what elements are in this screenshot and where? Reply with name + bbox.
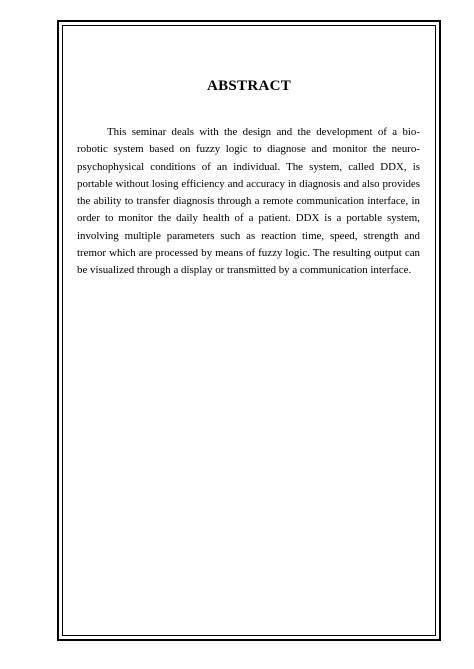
page-border-inner — [62, 25, 436, 636]
page-title: ABSTRACT — [206, 78, 292, 94]
abstract-paragraph: This seminar deals with the design and the development of a bio-robotic system based on fuzzy logic to diagnose and monitor the neuro-psychophysical conditions of an individual. The system, called DDX, is portable without losing efficiency and accuracy in diagnosis and also provides the ability to transfer diagnosis through a remote communication interface, in order to monitor the daily health of a patient. DDX is a portable system, involving multiple parameters such as reaction time, speed, strength and tremor which are processed by means of fuzzy logic. The resulting output can be visualized through a display or transmitted by a communication interface. — [77, 126, 420, 277]
